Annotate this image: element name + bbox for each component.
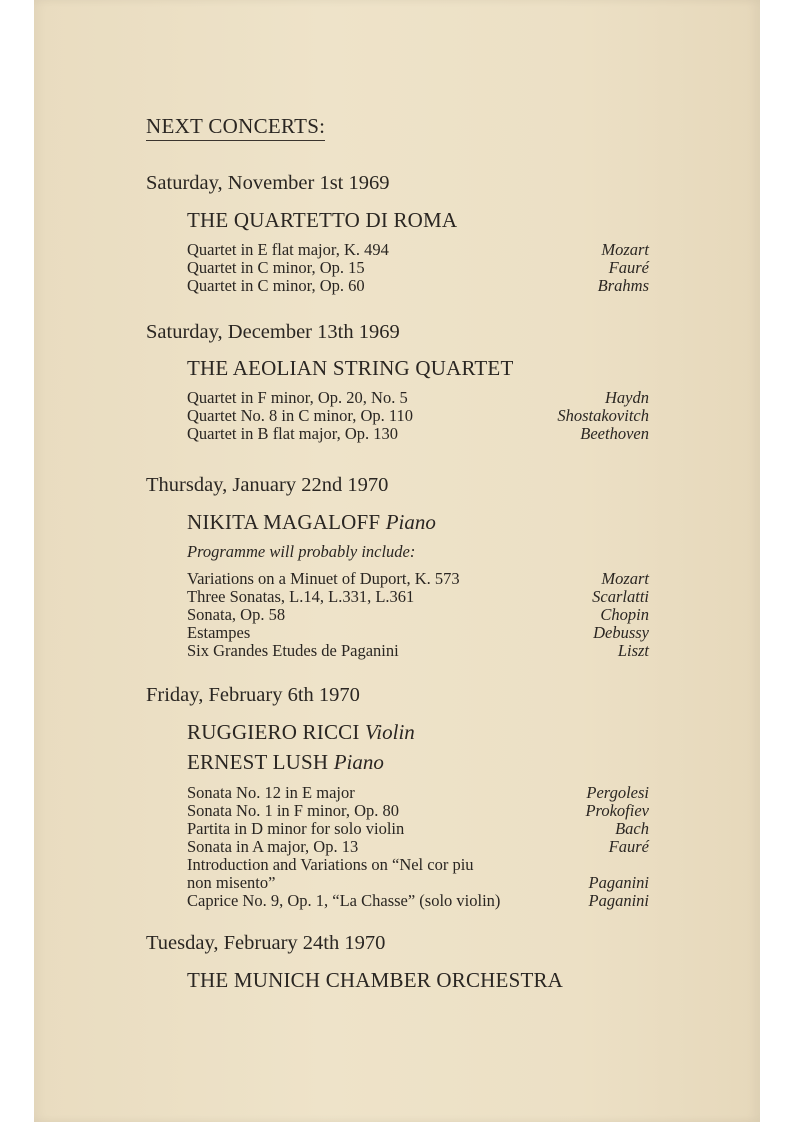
work-title: Partita in D minor for solo violin [187, 819, 405, 838]
programme-works [187, 570, 649, 660]
work-composer: Bach [615, 819, 649, 838]
work-row [187, 642, 649, 660]
work-row [187, 892, 649, 910]
work-title: Estampes [187, 623, 251, 642]
work-row [187, 389, 649, 407]
work-row [187, 784, 649, 802]
programme-note: Programme will probably include: [187, 542, 416, 561]
work-title: Quartet in E flat major, K. 494 [187, 240, 389, 259]
programme-works [187, 241, 649, 295]
performer-name [187, 510, 436, 535]
programme-works [187, 784, 649, 910]
programme-works [187, 389, 649, 443]
work-composer: Prokofiev [585, 801, 649, 820]
work-row [187, 802, 649, 820]
performer-name-text: THE MUNICH CHAMBER ORCHESTRA [187, 968, 564, 992]
work-composer: Shostakovitch [557, 406, 649, 425]
work-row [187, 624, 649, 642]
performer-name [187, 968, 563, 993]
performer-instrument: Violin [365, 720, 415, 744]
work-composer: Debussy [593, 623, 649, 642]
work-row [187, 425, 649, 443]
work-title: non misento” [187, 873, 276, 892]
performer-name-text: THE QUARTETTO DI ROMA [187, 208, 458, 232]
work-title: Variations on a Minuet of Duport, K. 573 [187, 569, 460, 588]
work-composer: Scarlatti [592, 587, 649, 606]
work-row [187, 856, 649, 874]
work-composer: Paganini [588, 873, 649, 892]
concert-date: Thursday, January 22nd 1970 [146, 474, 389, 496]
work-composer: Liszt [617, 641, 649, 660]
work-composer: Beethoven [580, 424, 649, 443]
work-title: Sonata in A major, Op. 13 [187, 837, 359, 856]
work-title: Sonata No. 12 in E major [187, 783, 355, 802]
performer-name [187, 720, 415, 745]
work-title: Quartet in F minor, Op. 20, No. 5 [187, 388, 408, 407]
work-composer: Chopin [600, 605, 649, 624]
work-title: Quartet in C minor, Op. 15 [187, 258, 365, 277]
concert-date: Saturday, November 1st 1969 [146, 172, 390, 194]
page-heading: NEXT CONCERTS: [146, 114, 325, 141]
work-title: Sonata, Op. 58 [187, 605, 286, 624]
concert-date: Saturday, December 13th 1969 [146, 321, 400, 343]
work-row [187, 820, 649, 838]
work-title: Caprice No. 9, Op. 1, “La Chasse” (solo violin) [187, 891, 501, 910]
performer-name [187, 356, 514, 381]
work-row [187, 874, 649, 892]
work-title: Sonata No. 1 in F minor, Op. 80 [187, 801, 400, 820]
concert-date: Tuesday, February 24th 1970 [146, 932, 386, 954]
work-row [187, 838, 649, 856]
work-composer: Fauré [608, 258, 649, 277]
work-title: Introduction and Variations on “Nel cor piu [187, 855, 474, 874]
work-title: Three Sonatas, L.14, L.331, L.361 [187, 587, 415, 606]
work-title: Quartet in B flat major, Op. 130 [187, 424, 399, 443]
work-composer: Brahms [597, 276, 649, 295]
work-row [187, 407, 649, 425]
work-composer: Mozart [601, 240, 649, 259]
performer-name-text: THE AEOLIAN STRING QUARTET [187, 356, 514, 380]
performer-instrument: Piano [333, 750, 384, 774]
performer-name-text: NIKITA MAGALOFF [187, 510, 381, 534]
performer-instrument: Piano [385, 510, 436, 534]
work-title: Quartet No. 8 in C minor, Op. 110 [187, 406, 414, 425]
performer-name-text: ERNEST LUSH [187, 750, 329, 774]
work-row [187, 588, 649, 606]
work-title: Quartet in C minor, Op. 60 [187, 276, 365, 295]
work-composer: Mozart [601, 569, 649, 588]
work-composer: Pergolesi [586, 783, 649, 802]
performer-name-text: RUGGIERO RICCI [187, 720, 360, 744]
work-row [187, 241, 649, 259]
work-row [187, 259, 649, 277]
work-composer: Haydn [605, 388, 649, 407]
work-title: Six Grandes Etudes de Paganini [187, 641, 399, 660]
work-row [187, 277, 649, 295]
work-composer: Paganini [588, 891, 649, 910]
performer-name [187, 208, 457, 233]
work-row [187, 570, 649, 588]
performer-name [187, 750, 384, 775]
concert-date: Friday, February 6th 1970 [146, 684, 360, 706]
work-composer: Fauré [608, 837, 649, 856]
work-row [187, 606, 649, 624]
